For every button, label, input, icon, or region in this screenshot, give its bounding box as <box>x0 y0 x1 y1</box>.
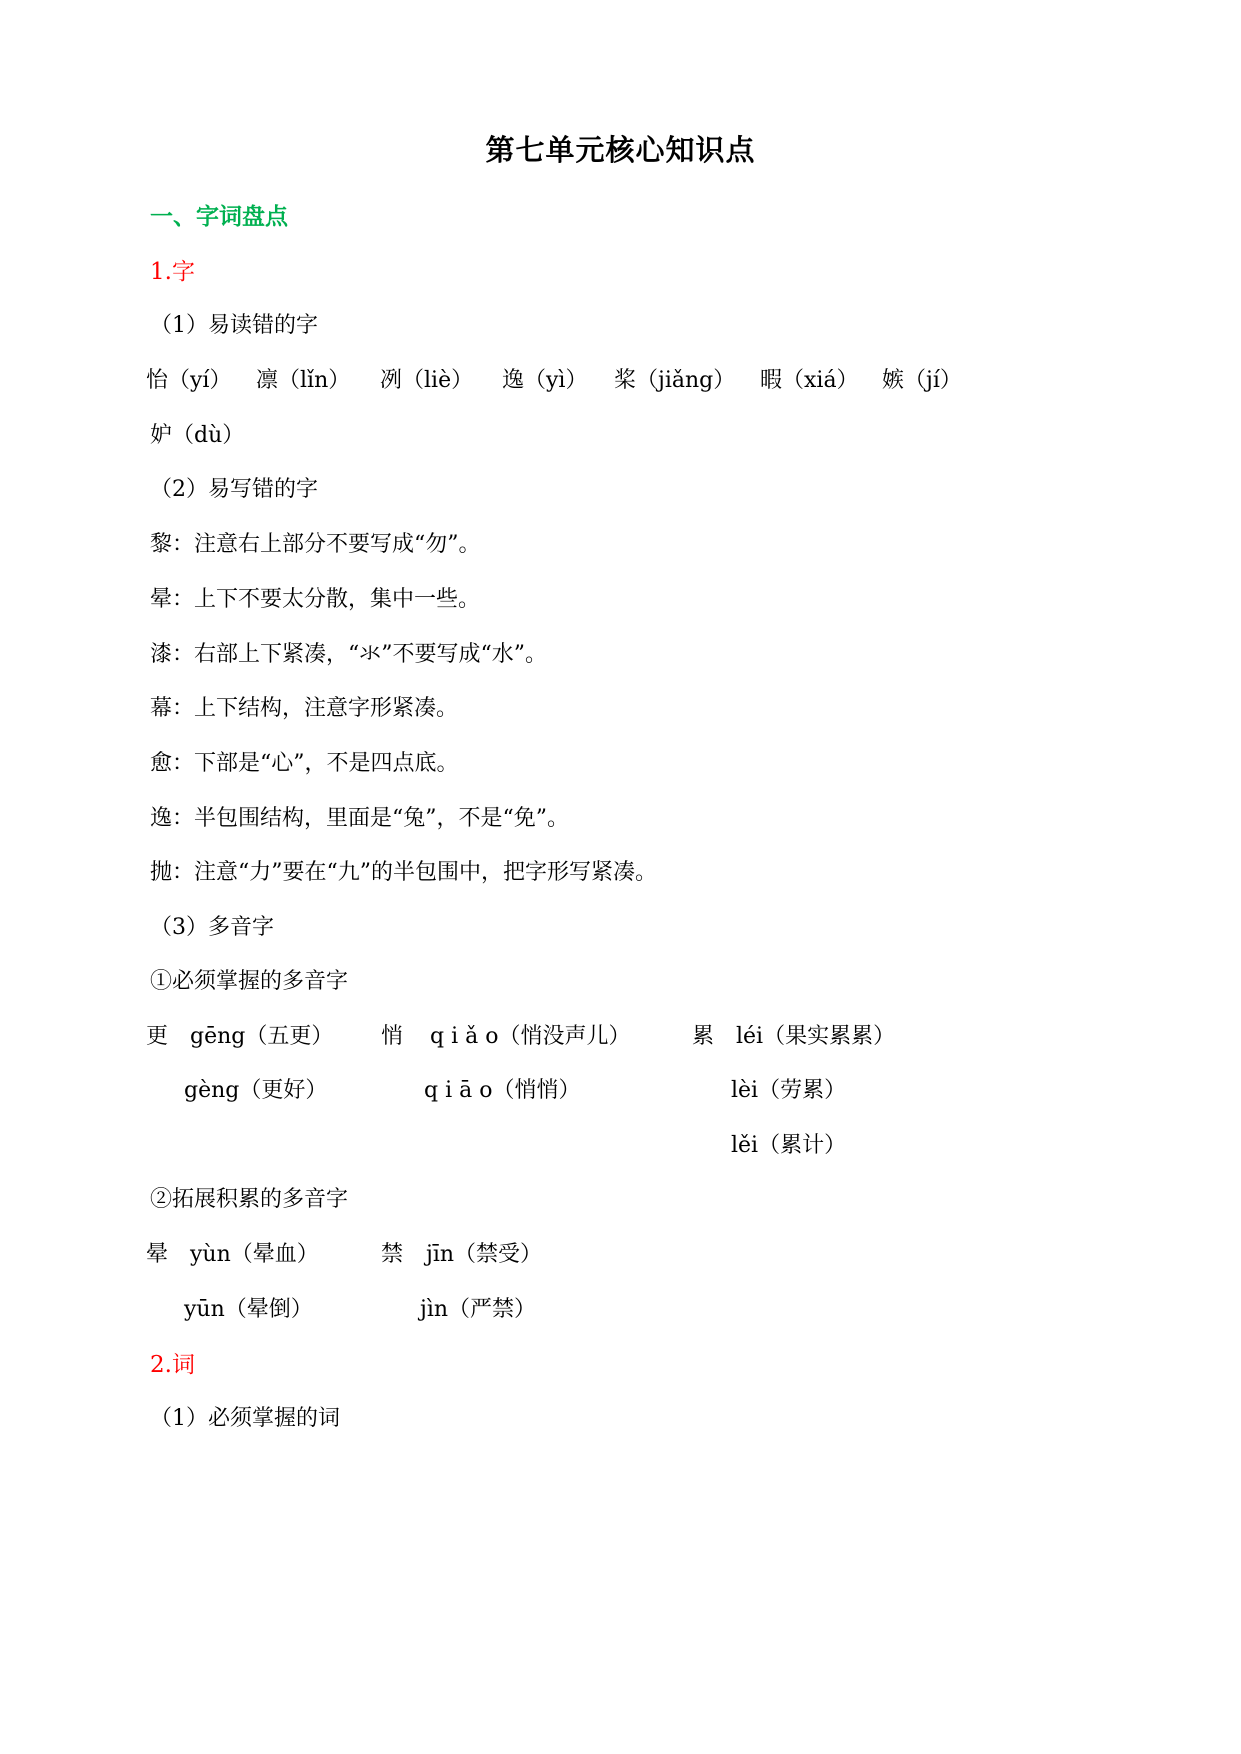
polyphone-char-qiao: 悄 <box>381 1024 404 1049</box>
polyphone-extend-label: ②拓展积累的多音字 <box>150 1187 349 1212</box>
polyphone-char-yun: 晕 <box>146 1242 169 1267</box>
list-item: 嫉（jí） <box>882 368 962 393</box>
subsection-chars: 1.字 <box>150 259 195 285</box>
list-item: 凛（lǐn） <box>256 368 351 393</box>
subsection-words: 2.词 <box>150 1352 195 1378</box>
list-item: 逸：半包围结构，里面是“兔”，不是“免”。 <box>150 806 569 831</box>
polyphone-char-geng: 更 <box>146 1024 169 1049</box>
reading: q i ā o（悄悄） <box>424 1078 581 1103</box>
reading: q i ǎ o（悄没声儿） <box>430 1024 631 1049</box>
polyphone-must-label: ①必须掌握的多音字 <box>150 969 349 994</box>
reading: gēng（五更） <box>190 1024 334 1049</box>
list-item: 漆：右部上下紧凑，“氺”不要写成“水”。 <box>150 642 547 667</box>
section-heading-words: 一、字词盘点 <box>150 204 288 230</box>
list-item: 暇（xiá） <box>760 368 859 393</box>
misread-label: （1）易读错的字 <box>150 313 318 338</box>
list-item: 晕：上下不要太分散，集中一些。 <box>150 587 481 612</box>
miswrite-label: （2）易写错的字 <box>150 477 318 502</box>
polyphone-char-lei: 累 <box>692 1024 715 1049</box>
reading: lěi（累计） <box>731 1133 847 1158</box>
list-item: 怡（yí） <box>146 368 232 393</box>
reading: léi（果实累累） <box>736 1024 896 1049</box>
list-item: 愈：下部是“心”，不是四点底。 <box>150 751 459 776</box>
reading: jìn（严禁） <box>420 1297 537 1322</box>
reading: jīn（禁受） <box>426 1242 543 1267</box>
list-item: 幕：上下结构，注意字形紧凑。 <box>150 696 459 721</box>
list-item: 桨（jiǎng） <box>614 368 736 393</box>
misread-last: 妒（dù） <box>150 423 245 448</box>
list-item: 逸（yì） <box>502 368 588 393</box>
reading: yùn（晕血） <box>190 1242 319 1267</box>
reading: gèng（更好） <box>184 1078 328 1103</box>
list-item: 冽（liè） <box>380 368 474 393</box>
words-must-label: （1）必须掌握的词 <box>150 1406 340 1431</box>
list-item: 黎：注意右上部分不要写成“勿”。 <box>150 532 481 557</box>
reading: lèi（劳累） <box>731 1078 847 1103</box>
polyphone-label: （3）多音字 <box>150 915 274 940</box>
reading: yūn（晕倒） <box>184 1297 313 1322</box>
page-title: 第七单元核心知识点 <box>485 133 756 167</box>
polyphone-char-jin: 禁 <box>381 1242 404 1267</box>
list-item: 抛：注意“力”要在“九”的半包围中，把字形写紧凑。 <box>150 860 657 885</box>
